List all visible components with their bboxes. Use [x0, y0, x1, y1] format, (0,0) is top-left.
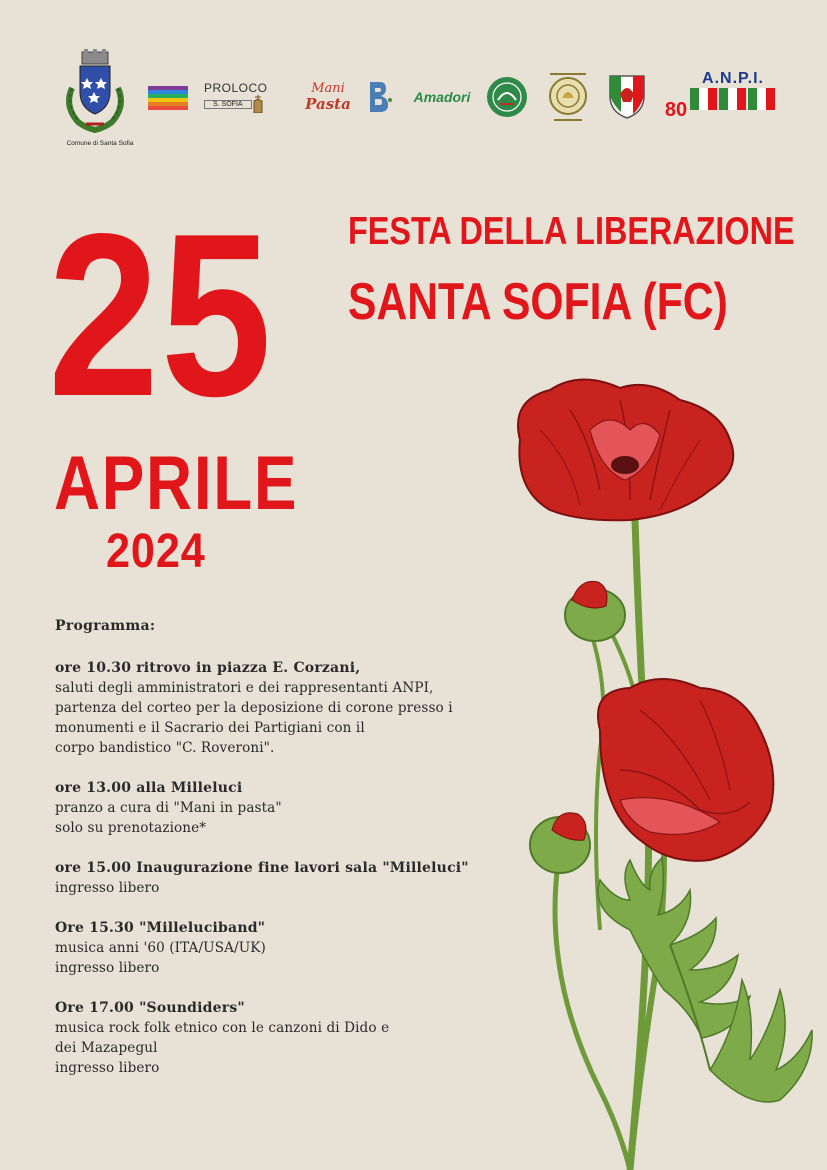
- event-detail: solo su prenotazione*: [55, 820, 207, 836]
- event-detail: corpo bandistico "C. Roveroni".: [55, 740, 275, 756]
- program-event: [55, 658, 575, 758]
- amadori-label: Amadori: [413, 89, 471, 105]
- event-detail: musica anni '60 (ITA/USA/UK): [55, 940, 266, 956]
- day-number: 25: [48, 186, 274, 445]
- event-detail: dei Mazapegul: [55, 1040, 158, 1056]
- band-crest-logo: [544, 68, 592, 124]
- comune-crest-logo: [60, 48, 130, 138]
- event-detail: musica rock folk etnico con le canzoni di Dido e: [55, 1020, 390, 1036]
- event-detail: ingresso libero: [55, 880, 160, 896]
- proloco-label: PROLOCO: [204, 81, 268, 95]
- b-leaf-logo: [366, 80, 392, 114]
- program-section: [55, 618, 575, 1098]
- mani-in-pasta-logo: [300, 80, 356, 114]
- comune-caption: Comune di Santa Sofia: [66, 140, 134, 147]
- amadori-logo: [410, 86, 474, 108]
- proloco-sub: S. SOFIA: [204, 100, 252, 109]
- event-heading: Ore 17.00 "Soundiders": [55, 1000, 245, 1016]
- event-heading: Ore 15.30 "Milleluciband": [55, 920, 266, 936]
- event-heading: ore 10.30 ritrovo in piazza E. Corzani,: [55, 660, 361, 676]
- event-detail: partenza del corteo per la deposizione di corone presso i: [55, 700, 453, 716]
- event-detail: saluti degli amministratori e dei rappresentanti ANPI,: [55, 680, 434, 696]
- month-title: APRILE: [54, 441, 299, 526]
- eighty-anniversary-logo: [662, 96, 690, 124]
- event-detail: ingresso libero: [55, 1060, 160, 1076]
- program-event: [55, 918, 575, 978]
- anpi-logo: [688, 68, 778, 112]
- tricolor-flags-icon: [690, 88, 776, 110]
- event-heading: ore 15.00 Inaugurazione fine lavori sala "Milleluci": [55, 860, 469, 876]
- event-detail: ingresso libero: [55, 960, 160, 976]
- festa-title: FESTA DELLA LIBERAZIONE: [348, 210, 795, 253]
- program-event: [55, 858, 575, 898]
- rainbow-flag-logo: [148, 86, 188, 110]
- partisan-shield-logo: [606, 72, 648, 120]
- event-detail: monumenti e il Sacrario dei Partigiani con il: [55, 720, 365, 736]
- program-event: [55, 998, 575, 1078]
- year-title: 2024: [106, 525, 206, 578]
- event-heading: ore 13.00 alla Milleluci: [55, 780, 243, 796]
- place-title: SANTA SOFIA (FC): [348, 273, 728, 331]
- mani-label: Mani: [311, 81, 345, 96]
- church-icon: [252, 95, 264, 113]
- program-title: Programma:: [55, 618, 156, 634]
- green-circle-logo: [486, 76, 528, 118]
- proloco-logo: [204, 80, 286, 114]
- anpi-label: A.N.P.I.: [702, 70, 764, 87]
- pasta-label: Pasta: [305, 95, 351, 113]
- program-event: [55, 778, 575, 838]
- sponsor-logo-strip: [0, 0, 827, 160]
- eighty-label: 80: [664, 98, 688, 121]
- event-detail: pranzo a cura di "Mani in pasta": [55, 800, 282, 816]
